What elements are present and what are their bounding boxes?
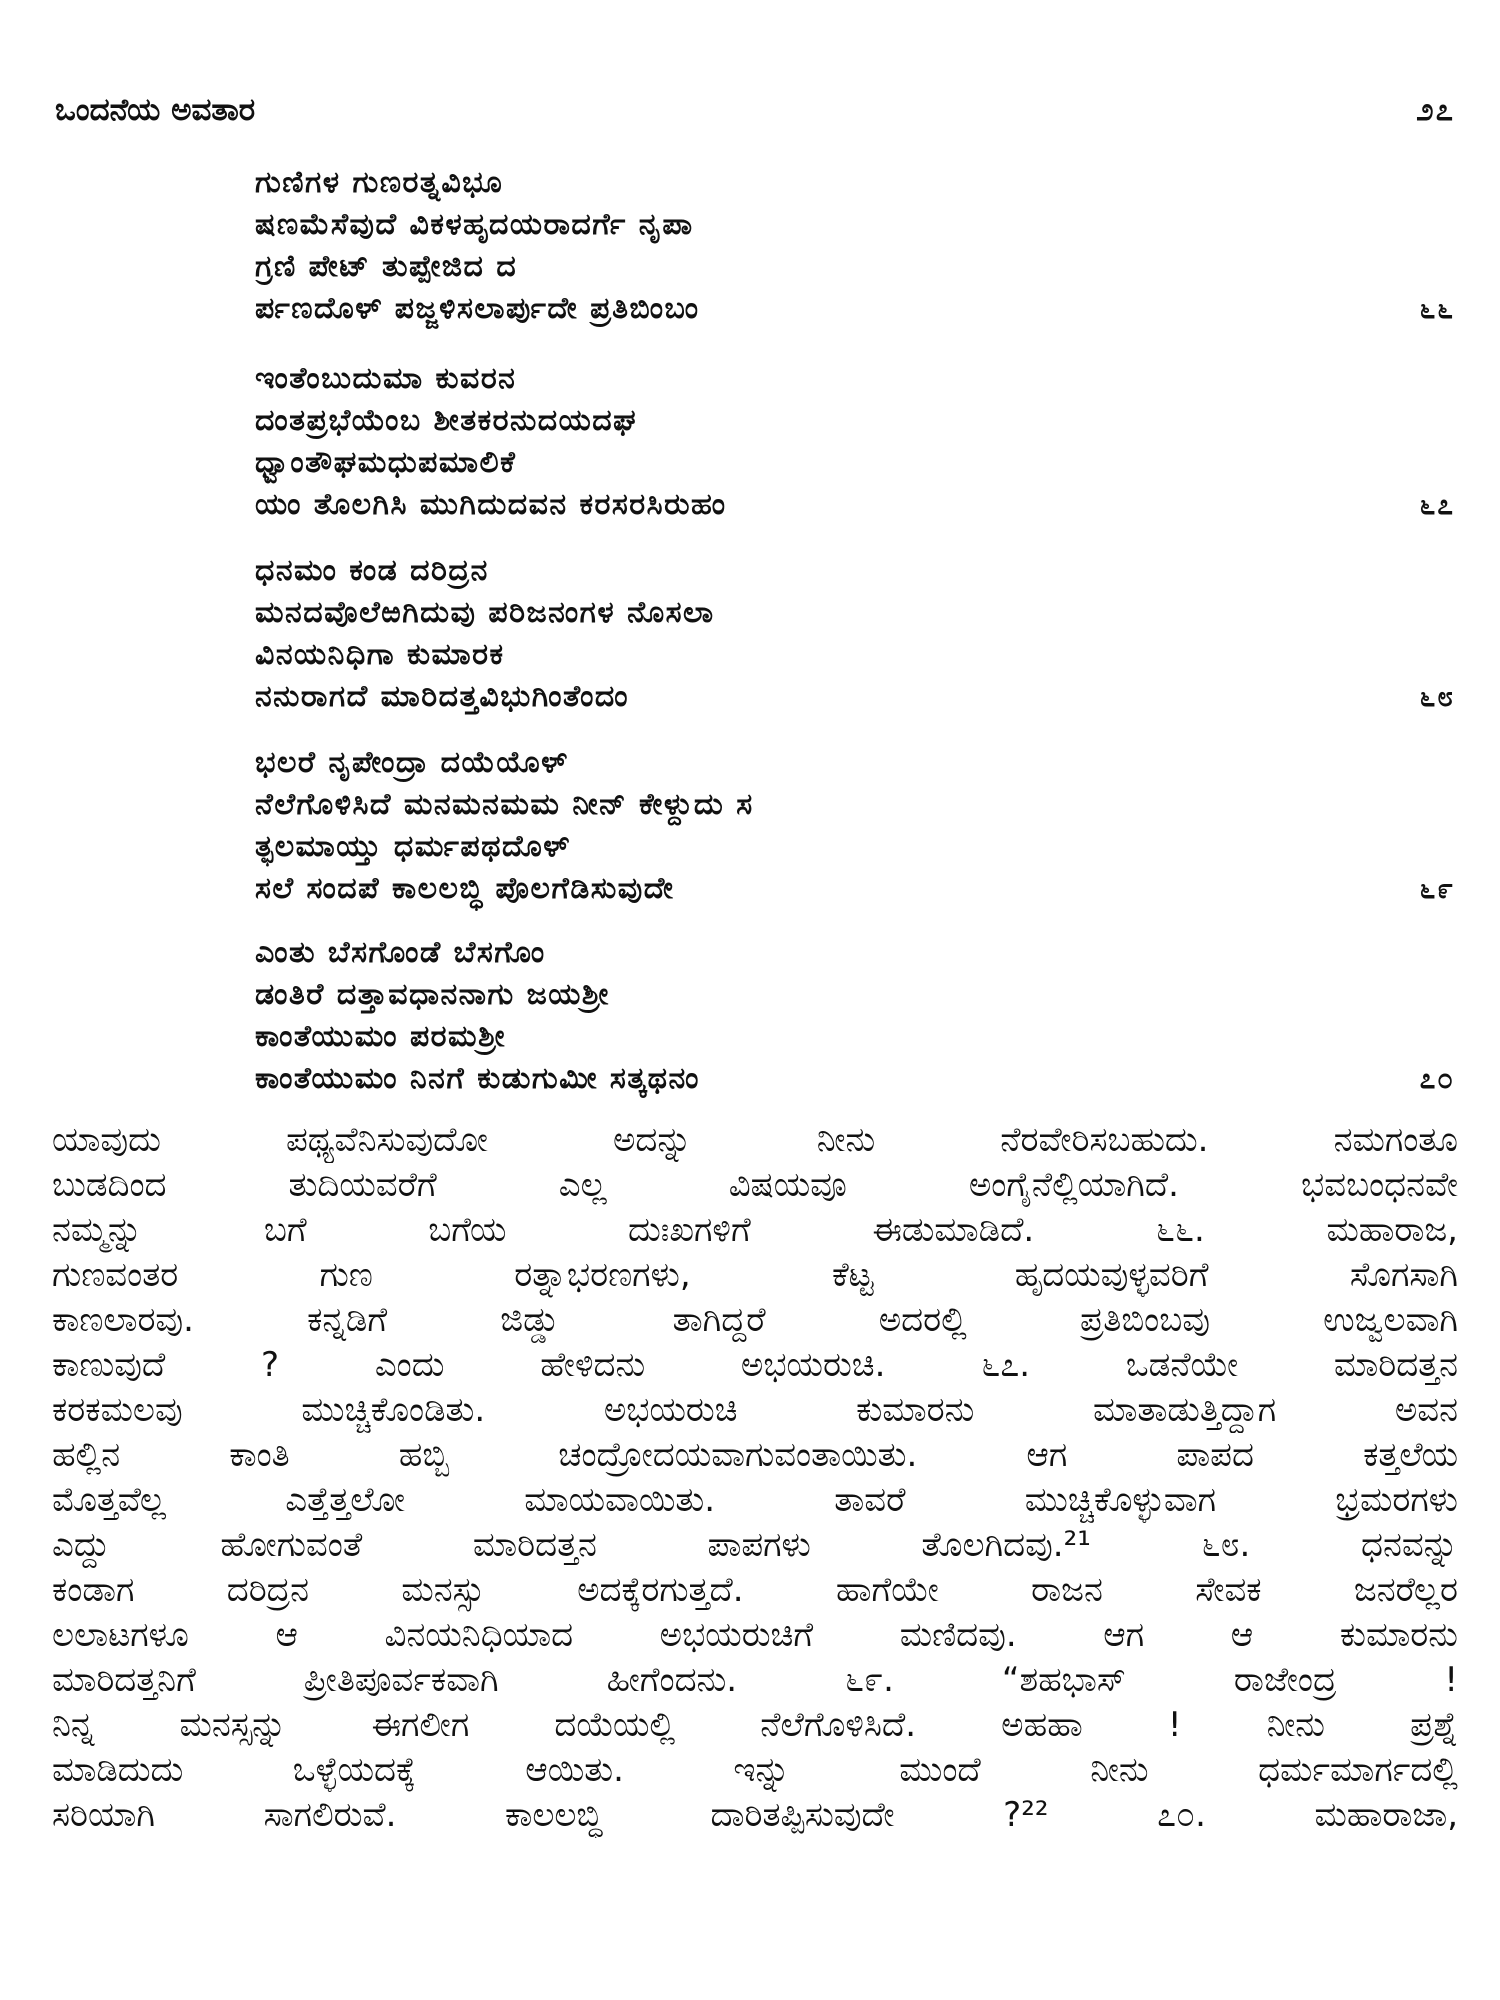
verse-line: ನೆಲೆಗೊಳಿಸಿದೆ ಮನಮನಮಮ ನೀನ್ ಕೇಳ್ದುದು ಸ [255, 787, 754, 822]
prose-line: ಕಂಡಾಗ ದರಿದ್ರನ ಮನಸ್ಸು ಅದಕ್ಕೆರಗುತ್ತದೆ. ಹಾಗೆಯೇ ರಾಜನ ಸೇವಕ ಜನರೆಲ್ಲರ [52, 1570, 1458, 1610]
verse-number: ೬೮ [1419, 680, 1455, 713]
verse-line: ಕಾಂತೆಯುಮಂ ಪರಮಶ್ರೀ [255, 1019, 506, 1054]
prose-line: ಲಲಾಟಗಳೂ ಆ ವಿನಯನಿಧಿಯಾದ ಅಭಯರುಚಿಗೆ ಮಣಿದವು. ಆಗ ಆ ಕುಮಾರನು [52, 1615, 1458, 1655]
prose-line: ನಿನ್ನ ಮನಸ್ಸನ್ನು ಈಗಲೀಗ ದಯೆಯಲ್ಲಿ ನೆಲೆಗೊಳಿಸಿದೆ. ಅಹಹಾ ! ನೀನು ಪ್ರಶ್ನೆ [52, 1705, 1458, 1745]
verse-line: ಯಂ ತೊಲಗಿಸಿ ಮುಗಿದುದವನ ಕರಸರಸಿರುಹಂ [255, 487, 727, 522]
verse-line: ಡಂತಿರೆ ದತ್ತಾವಧಾನನಾಗು ಜಯಶ್ರೀ [255, 977, 610, 1012]
prose-line: ಕಾಣಲಾರವು. ಕನ್ನಡಿಗೆ ಜಿಡ್ಡು ತಾಗಿದ್ದರೆ ಅದರಲ್ಲಿ ಪ್ರತಿಬಿಂಬವು ಉಜ್ವಲವಾಗಿ [52, 1300, 1458, 1340]
prose-line: ಮೊತ್ತವೆಲ್ಲ ಎತ್ತೆತ್ತಲೋ ಮಾಯವಾಯಿತು. ತಾವರೆ ಮುಚ್ಚಿಕೊಳ್ಳುವಾಗ ಭ್ರಮರಗಳು [52, 1480, 1458, 1520]
page-number: ೨೭ [1416, 92, 1455, 128]
verse-line: ದಂತಪ್ರಭೆಯೆಂಬ ಶೀತಕರನುದಯದಘ [255, 403, 638, 438]
running-header [55, 92, 1455, 142]
verse-line: ಕಾಂತೆಯುಮಂ ನಿನಗೆ ಕುಡುಗುಮೀ ಸತ್ಕಥನಂ [255, 1061, 700, 1096]
verse-number: ೬೬ [1419, 292, 1455, 325]
verse-line: ತ್ಫಲಮಾಯ್ತು ಧರ್ಮಪಥದೊಳ್ [255, 829, 571, 864]
prose-line: ಕರಕಮಲವು ಮುಚ್ಚಿಕೊಂಡಿತು. ಅಭಯರುಚಿ ಕುಮಾರನು ಮಾತಾಡುತ್ತಿದ್ದಾಗ ಅವನ [52, 1390, 1458, 1430]
verse-line: ನನುರಾಗದೆ ಮಾರಿದತ್ತವಿಭುಗಿಂತೆಂದಂ [255, 679, 630, 714]
chapter-title: ಒಂದನೆಯ ಅವತಾರ [55, 92, 256, 128]
prose-line: ಎದ್ದು ಹೋಗುವಂತೆ ಮಾರಿದತ್ತನ ಪಾಪಗಳು ತೊಲಗಿದವು.²¹ ೬೮. ಧನವನ್ನು [52, 1525, 1458, 1565]
verse-line: ಧ್ವಾಂತೌಘಮಧುಪಮಾಲಿಕೆ [255, 445, 517, 480]
prose-line: ಕಾಣುವುದೆ ? ಎಂದು ಹೇಳಿದನು ಅಭಯರುಚಿ. ೬೭. ಒಡನೆಯೇ ಮಾರಿದತ್ತನ [52, 1345, 1458, 1385]
verse-line: ರ್ಪಣದೊಳ್ ಪಜ್ಜಳಿಸಲಾರ್ಪುದೇ ಪ್ರತಿಬಿಂಬಂ [255, 291, 700, 326]
verse-line: ಎಂತು ಬೆಸಗೊಂಡೆ ಬೆಸಗೊಂ [255, 935, 546, 970]
verse-block [255, 932, 1455, 1100]
prose-line: ಸರಿಯಾಗಿ ಸಾಗಲಿರುವೆ. ಕಾಲಲಬ್ಧಿ ದಾರಿತಪ್ಪಿಸುವುದೇ ?²² ೭೦. ಮಹಾರಾಜಾ, [52, 1795, 1458, 1835]
prose-paragraph [52, 1118, 1458, 1838]
verse-line: ವಿನಯನಿಧಿಗಾ ಕುಮಾರಕ [255, 637, 505, 672]
prose-line: ಮಾರಿದತ್ತನಿಗೆ ಪ್ರೀತಿಪೂರ್ವಕವಾಗಿ ಹೀಗೆಂದನು. ೬೯. “ಶಹಭಾಸ್ ರಾಜೇಂದ್ರ ! [52, 1660, 1458, 1700]
prose-line: ನಮ್ಮನ್ನು ಬಗೆ ಬಗೆಯ ದುಃಖಗಳಿಗೆ ಈಡುಮಾಡಿದೆ. ೬೬. ಮಹಾರಾಜ, [52, 1210, 1458, 1250]
verse-block [255, 358, 1455, 526]
verse-line: ಧನಮಂ ಕಂಡ ದರಿದ್ರನ [255, 553, 489, 588]
verse-line: ಷಣಮೆಸೆವುದೆ ವಿಕಳಹೃದಯರಾದರ್ಗೆ ನೃಪಾ [255, 207, 694, 242]
verse-line: ಗ್ರಣಿ ಪೇಟ್ ತುಪ್ಪೇಜಿದ ದ [255, 249, 518, 284]
verse-block [255, 550, 1455, 718]
verse-line: ಇಂತೆಂಬುದುಮಾ ಕುವರನ [255, 361, 517, 396]
verse-block [255, 162, 1455, 330]
prose-line: ಹಲ್ಲಿನ ಕಾಂತಿ ಹಬ್ಬಿ ಚಂದ್ರೋದಯವಾಗುವಂತಾಯಿತು. ಆಗ ಪಾಪದ ಕತ್ತಲೆಯ [52, 1435, 1458, 1475]
verse-line: ಸಲೆ ಸಂದಪೆ ಕಾಲಲಬ್ಧಿ ಪೊಲಗೆಡಿಸುವುದೇ [255, 871, 675, 906]
verse-number: ೬೭ [1419, 488, 1455, 521]
verse-block [255, 742, 1455, 910]
prose-line: ಮಾಡಿದುದು ಒಳ್ಳೆಯದಕ್ಕೆ ಆಯಿತು. ಇನ್ನು ಮುಂದೆ ನೀನು ಧರ್ಮಮಾರ್ಗದಲ್ಲಿ [52, 1750, 1458, 1790]
verse-line: ಗುಣಿಗಳ ಗುಣರತ್ನವಿಭೂ [255, 165, 504, 200]
prose-line: ಗುಣವಂತರ ಗುಣ ರತ್ನಾಭರಣಗಳು, ಕೆಟ್ಟ ಹೃದಯವುಳ್ಳವರಿಗೆ ಸೊಗಸಾಗಿ [52, 1255, 1458, 1295]
verse-line: ಭಲರೆ ನೃಪೇಂದ್ರಾ ದಯೆಯೊಳ್ [255, 745, 569, 780]
prose-line: ಯಾವುದು ಪಥ್ಯವೆನಿಸುವುದೋ ಅದನ್ನು ನೀನು ನೆರವೇರಿಸಬಹುದು. ನಮಗಂತೂ [52, 1120, 1458, 1160]
verse-number: ೭೦ [1419, 1062, 1455, 1095]
prose-line: ಬುಡದಿಂದ ತುದಿಯವರೆಗೆ ಎಲ್ಲ ವಿಷಯವೂ ಅಂಗೈನೆಲ್ಲಿಯಾಗಿದೆ. ಭವಬಂಧನವೇ [52, 1165, 1458, 1205]
verse-line: ಮನದವೊಲೆಱಗಿದುವು ಪರಿಜನಂಗಳ ನೊಸಲಾ [255, 595, 715, 630]
verse-number: ೬೯ [1419, 872, 1455, 905]
